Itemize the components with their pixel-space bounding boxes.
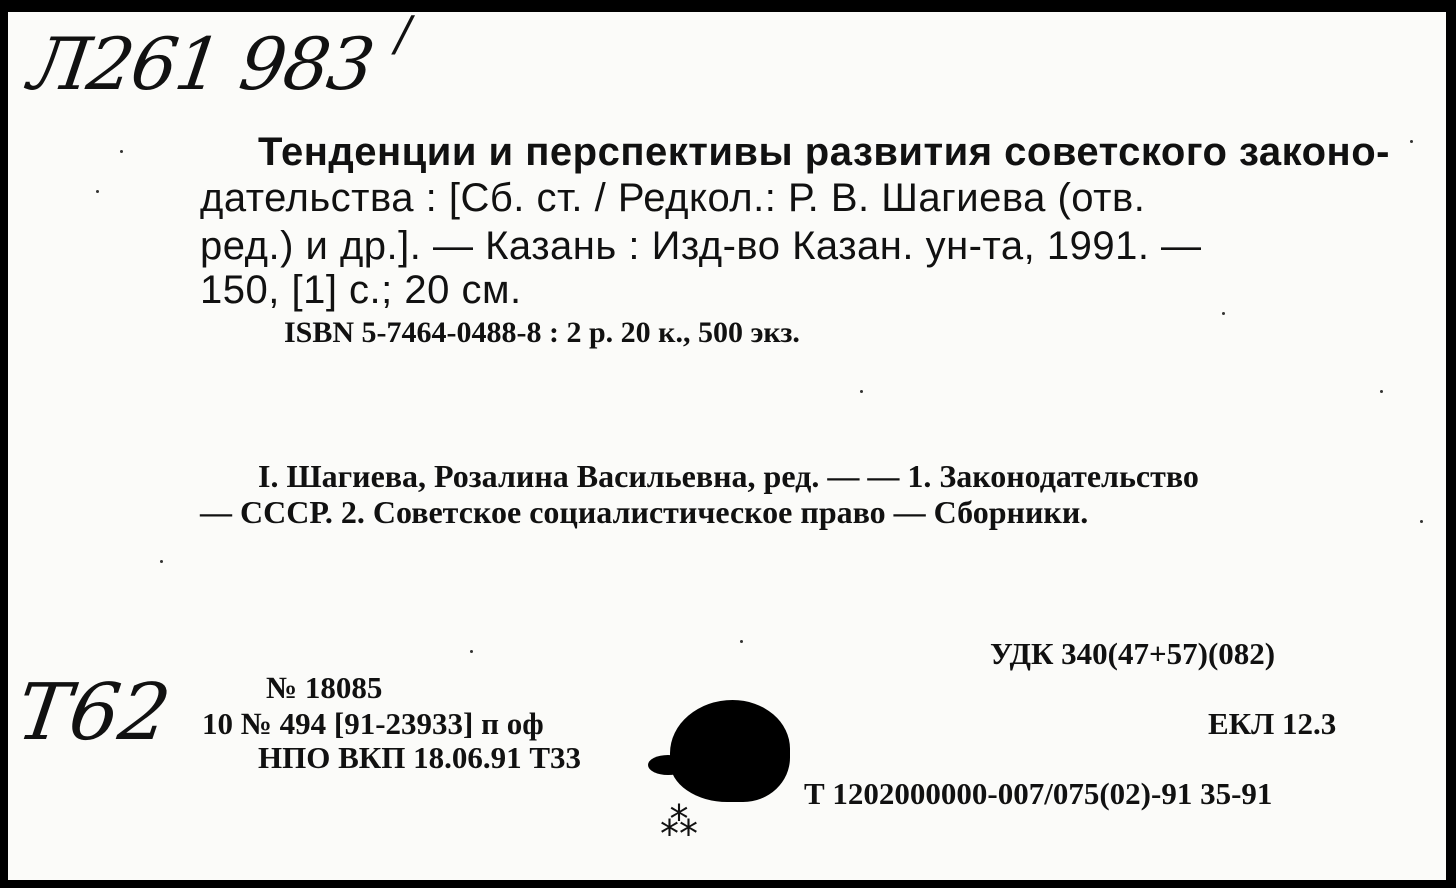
tracing-line-2: — СССР. 2. Советское социалистическое право — Сборники. [200,494,1089,530]
ekl-code: ЕКЛ 12.3 [1208,706,1337,741]
imprint-number: № 18085 [266,670,383,705]
card-edge-left [0,0,8,888]
speck [160,560,163,563]
tracing-line-1: I. Шагиева, Розалина Васильевна, ред. — — 1. Законодательство [258,458,1199,494]
card-edge-bottom [0,880,1456,888]
speck [470,650,473,653]
speck [1410,140,1413,143]
entry-title-line-4: 150, [1] с.; 20 см. [200,268,522,312]
handwritten-corner-code: Т62 [11,668,176,758]
speck [1222,312,1225,315]
speck [1420,520,1423,523]
handwritten-stroke: / [395,6,412,62]
imprint-line-3: НПО ВКП 18.06.91 Т33 [258,740,582,775]
card-edge-top [0,0,1456,12]
imprint-line-2: 10 № 494 [91-23933] п оф [202,706,544,741]
isbn-line: ISBN 5-7464-0488-8 : 2 р. 20 к., 500 экз. [284,316,800,349]
entry-title-line-1: Тенденции и перспективы развития советского законо- [258,130,1390,174]
entry-title-line-3: ред.) и др.]. — Казань : Изд-во Казан. ун-та, 1991. — [200,224,1202,268]
ink-blot [670,700,790,802]
card-edge-right [1446,0,1456,888]
speck [1380,390,1383,393]
ink-scribble: ⁂ [660,800,698,844]
speck [740,640,743,643]
speck [860,390,863,393]
handwritten-call-number: Л261 983 [24,22,378,106]
udk-code: УДК 340(47+57)(082) [990,636,1276,671]
catalog-code: Т 1202000000-007/075(02)-91 35-91 [804,776,1273,811]
entry-title-line-2: дательства : [Сб. ст. / Редкол.: Р. В. Шагиева (отв. [200,176,1146,220]
speck [120,150,123,153]
speck [96,190,99,193]
